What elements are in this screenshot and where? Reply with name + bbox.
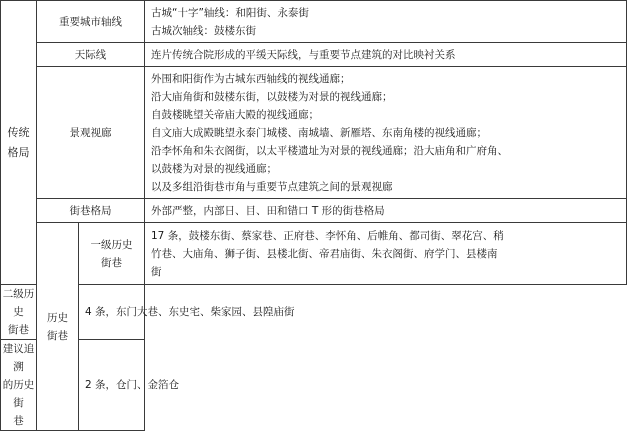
level-3-label-cell [1, 340, 37, 431]
table-row [1, 1, 627, 43]
street-pattern-line: 外部严整，内部日、目、田和错口 T 形的街巷格局 [151, 204, 385, 217]
skyline-value-cell [145, 43, 627, 67]
section-label: 传统格局 [7, 125, 30, 159]
level-2-label: 二级历史 [2, 288, 35, 318]
level-1-line: 街 [151, 265, 162, 278]
axis-value-cell [145, 1, 627, 43]
historic-streets-label-cell [37, 223, 79, 431]
street-pattern-label-cell [37, 199, 145, 223]
level-1-line: 竹巷、大庙角、狮子街、县楼北街、帝君庙街、朱衣阁街、府学门、县楼南 [151, 247, 498, 260]
axis-label: 重要城市轴线 [59, 15, 122, 28]
level-1-line: 17 条，鼓楼东街、蔡家巷、正府巷、李怀角、后帷角、都司街、翠花宫、稍 [151, 229, 504, 242]
corridor-line: 沿大庙角街和鼓楼东街，以鼓楼为对景的视线通廊； [151, 90, 393, 103]
table-row [1, 285, 627, 340]
axis-label-cell [37, 1, 145, 43]
skyline-line: 连片传统合院形成的平缓天际线，与重要节点建筑的对比映衬关系 [151, 48, 456, 61]
corridor-line: 外围和阳街作为古城东西轴线的视线通廊； [151, 72, 351, 85]
level-3-label: 建议追溯 [2, 343, 35, 373]
corridor-line: 自文庙大成殿眺望永泰门城楼、南城墙、新雁塔、东南角楼的视线通廊； [151, 126, 487, 139]
level-1-label: 一级历史 [90, 238, 133, 251]
axis-line: 古城“十字”轴线：和阳街、永泰街 [151, 6, 309, 19]
level-2-label: 街巷 [8, 324, 29, 336]
historic-streets-label: 街巷 [47, 329, 68, 342]
section-label-cell [1, 1, 37, 285]
corridor-label: 景观视廊 [69, 126, 112, 139]
level-1-label-cell [79, 223, 145, 285]
level-1-label: 街巷 [101, 256, 122, 269]
corridor-line: 以及多组沿街巷市角与重要节点建筑之间的景观视廊 [151, 180, 393, 193]
street-pattern-label: 街巷格局 [69, 204, 112, 217]
level-3-value-cell [79, 340, 180, 431]
corridor-line: 自鼓楼眺望关帝庙大殿的视线通廊； [151, 108, 319, 121]
level-2-line: 4 条，东门大巷、东史宅、柴家园、县隍庙街 [85, 306, 295, 318]
level-2-value-cell [79, 285, 295, 340]
table-row [1, 340, 627, 431]
level-3-label: 的历史街 [2, 379, 35, 409]
level-2-label-cell [1, 285, 37, 340]
table-row [1, 67, 627, 199]
axis-line: 古城次轴线：鼓楼东街 [151, 24, 256, 37]
historic-streets-label: 历史 [47, 311, 68, 324]
corridor-value-cell [145, 67, 627, 199]
level-3-label: 巷 [13, 415, 24, 427]
level-3-line: 2 条，仓门、金箔仓 [85, 379, 180, 391]
corridor-label-cell [37, 67, 145, 199]
corridor-line: 沿李怀角和朱衣阁街，以太平楼遗址为对景的视线通廊；沿大庙角和广府角、 [151, 144, 508, 157]
skyline-label-cell [37, 43, 145, 67]
corridor-line: 以鼓楼为对景的视线通廊； [151, 162, 277, 175]
street-pattern-value-cell [145, 199, 627, 223]
skyline-label: 天际线 [74, 48, 107, 61]
table-row [1, 223, 627, 285]
table-row [1, 199, 627, 223]
level-1-value-cell [145, 223, 627, 285]
table-row [1, 43, 627, 67]
